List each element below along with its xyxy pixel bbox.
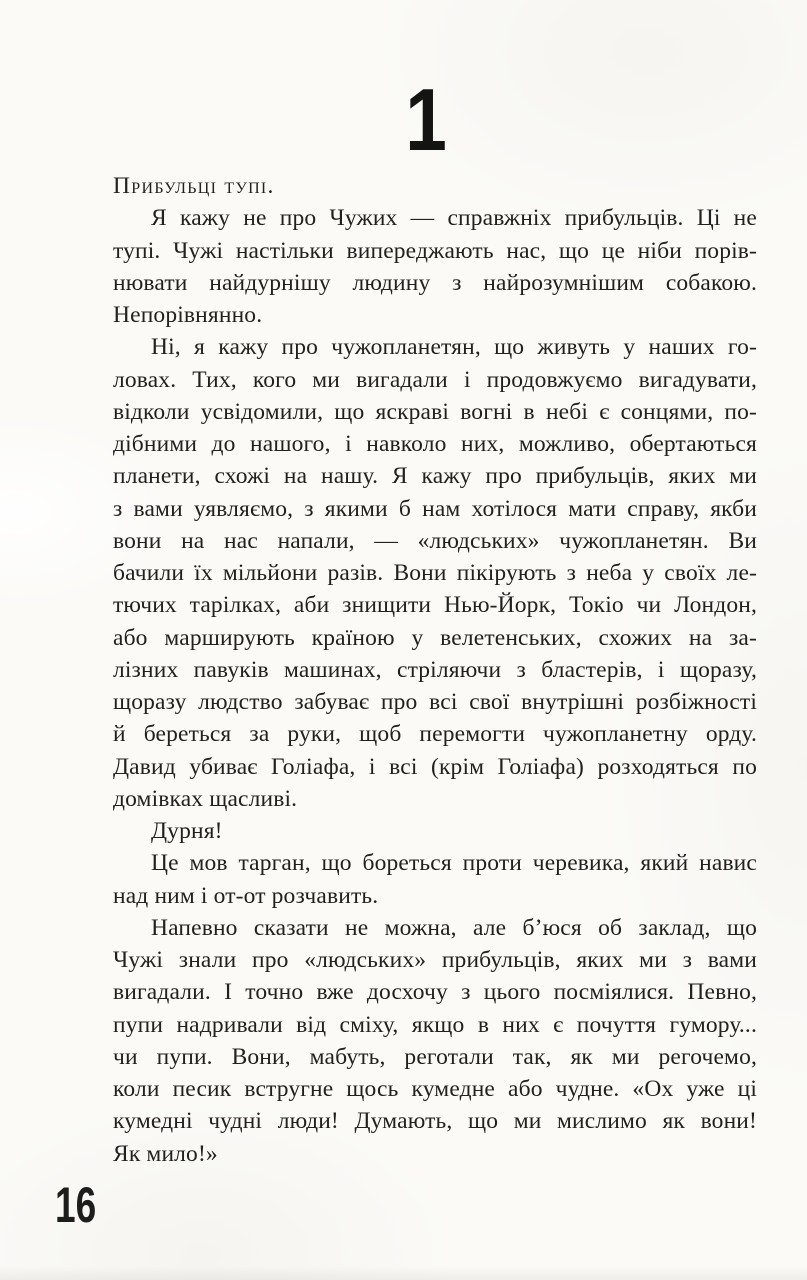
paragraph [113,170,757,202]
text-line: Давид убиває Голіафа, і всі (крім Голіафа) розходяться по [113,753,757,780]
text-line: вигадали. І точно вже досхочу з цього посміялися. Певно, [113,979,757,1006]
paragraph [113,202,757,331]
text-line: пупи надривали від сміху, якщо в них є почуття гумору... [113,1011,757,1038]
text-line: або марширують країною у велетенських, схожих на за- [113,624,757,651]
text-line: Дурня! [151,818,223,844]
text-line: Як мило!» [113,1140,218,1167]
text-line: відколи усвідомили, що яскраві вогні в небі є сонцями, по- [113,398,757,425]
text-line: Непорівнянно. [113,302,263,328]
text-line: планети, схожі на нашу. Я кажу про прибульців, яких ми [113,463,757,490]
paragraph [113,912,757,1170]
text-line: Напевно сказати не можна, але б’юся об заклад, що [151,914,757,941]
text-line: над ним і от-от розчавить. [113,882,379,909]
text-line: з вами уявляємо, з якими б нам хотілося мати справу, якби [113,495,757,522]
paragraph [113,331,757,815]
text-line: ловах. Тих, кого ми вигадали і продовжуємо вигадувати, [113,366,757,393]
text-line: чи пупи. Вони, мабуть, реготали так, як ми регочемо, [113,1043,757,1070]
text-line: кумедні чудні люди! Думають, що ми мислимо як вони! [113,1108,757,1135]
paragraph [113,815,757,847]
text-line: Прибульці тупі. [113,173,275,199]
text-line: нювати найдурнішу людину з найрозумнішим собакою. [113,269,757,296]
text-line: дібними до нашого, і навколо них, можливо, обертаються [113,431,757,457]
chapter-number: 1 [405,70,447,169]
text-line: тупі. Чужі настільки випереджають нас, що це ніби порів- [113,237,757,264]
text-line: Чужі знали про «людських» прибульців, яких ми з вами [113,947,757,973]
text-line: Ні, я кажу про чужопланетян, що живуть у наших го- [151,334,757,361]
text-block [113,170,757,1170]
text-line: бачили їх мільйони разів. Вони пікірують з неба у своїх ле- [113,560,757,586]
paragraph [113,847,757,912]
text-line: щоразу людство забуває про всі свої внутрішні розбіжності [113,689,757,715]
text-line: Це мов тарган, що бореться проти черевика, який навис [151,850,757,877]
text-line: Я кажу не про Чужих — справжніх прибульців. Ці не [151,205,757,232]
text-line: тючих тарілках, аби знищити Нью-Йорк, Токіо чи Лондон, [113,592,757,619]
text-line: лізних павуків машинах, стріляючи з бластерів, і щоразу, [113,656,757,683]
text-line: коли песик встругне щось кумедне або чудне. «Ох уже ці [113,1076,757,1102]
text-line: й береться за руки, щоб перемогти чужопланетну орду. [113,721,757,748]
text-line: домівках щасливі. [113,785,298,812]
text-line: вони на нас напали, — «людських» чужопланетян. Ви [113,527,757,554]
page-number: 16 [55,1177,97,1233]
